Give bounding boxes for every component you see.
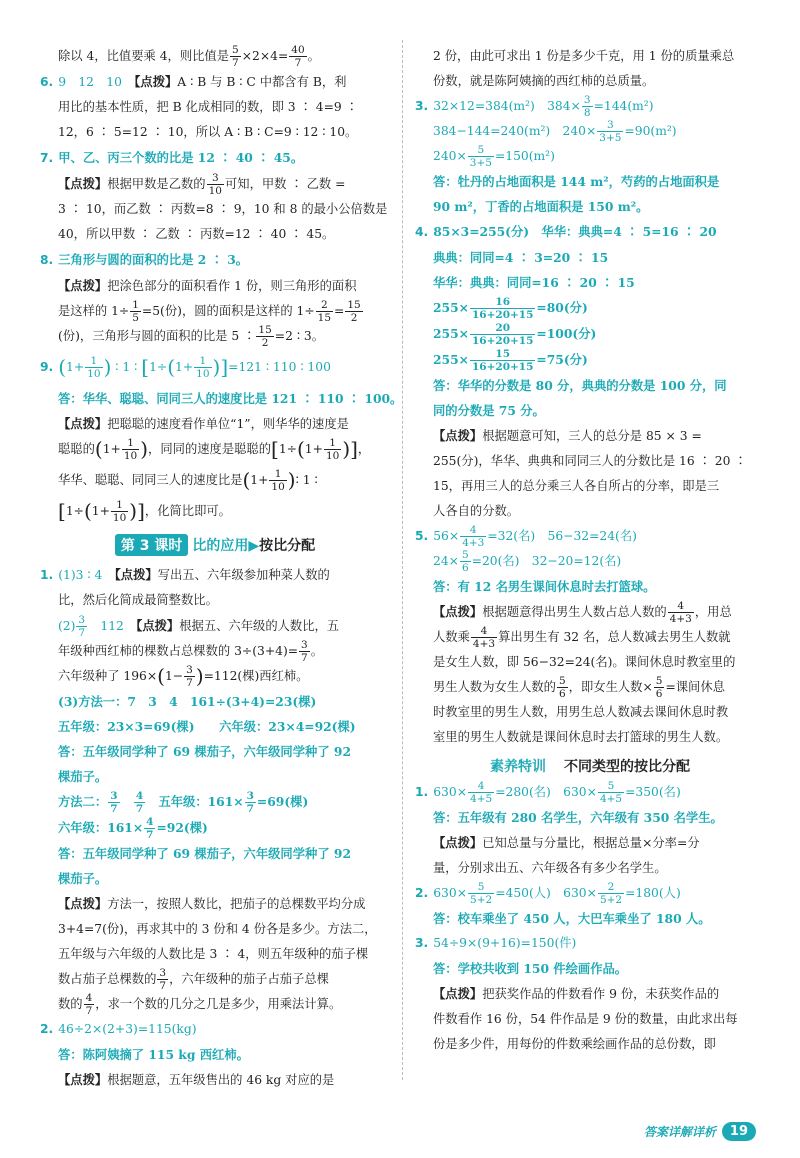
page-number: 19 [722, 1122, 756, 1141]
text-line: 华华、聪聪、同同三人的速度比是(1+ $\frac{1}{10}$ )∶ 1 ∶ [58, 468, 318, 493]
text-line: 同的分数是 75 分。 [433, 403, 545, 418]
text-line: 用比的基本性质，把 B 化成相同的数，即 3 ∶ 4=9 ∶ [58, 100, 358, 114]
text-line: 【点拨】根据题意可知，三人的总分是 85 × 3 = [433, 428, 702, 443]
text-line: 答：华华、聪聪、同同三人的速度比是 121 ∶ 110 ∶ 100。 [58, 391, 403, 406]
text-line: [1÷(1+ $\frac{1}{10}$ )]，化简比即可。 [58, 499, 231, 524]
text-line: 【点拨】把获奖作品的件数看作 9 份，未获奖作品的 [433, 986, 720, 1001]
text-line: 答：五年级有 280 名学生，六年级有 350 名学生。 [433, 810, 723, 825]
text-line: 男生人数为女生人数的 $\frac{5}{6}$ ，即女生人数× $\frac{5}{6}$ =课间休息 [433, 675, 725, 700]
section-heading-2: 素养特训 不同类型的按比分配 [490, 759, 690, 775]
text-line: 【点拨】根据甲数是乙数的 $\frac{3}{10}$ 可知，甲数 ∶ 乙数 = [58, 172, 346, 197]
text-line: (3)方法一：7 3 4 161÷(3+4)=23(棵) [58, 694, 317, 709]
text-line: 年级种西红柿的棵数占总棵数的 3÷(3+4)= $\frac{3}{7}$ 。 [58, 639, 324, 664]
text-line: 答：华华的分数是 80 分，典典的分数是 100 分，同 [433, 378, 727, 393]
text-line: 【点拨】方法一，按照人数比，把茄子的总棵数平均分成 [58, 896, 366, 911]
page-footer [644, 1122, 756, 1141]
text-line: 【点拨】把涂色部分的面积看作 1 份，则三角形的面积 [58, 278, 357, 293]
text-line: 数占茄子总棵数的 $\frac{3}{7}$ ，六年级种的茄子占茄子总棵 [58, 967, 329, 992]
text-line: 24× $\frac{5}{6}$ =20(名) 32−20=12(名) [433, 549, 622, 574]
section-heading: 第 3 课时 比的应用▶按比分配 [40, 534, 390, 556]
text-line: 【点拨】根据题意得出男生人数占总人数的 $\frac{4}{4+3}$ ，用总 [433, 600, 732, 625]
text-line: 数的 $\frac{4}{7}$ ，求一个数的几分之几是多少，用乘法计算。 [58, 992, 342, 1017]
text-line: 255× $\frac{16}{16+20+15}$ =80(分) [433, 296, 588, 321]
answer-t2: 2. 630× $\frac{5}{5+2}$ =450(人) 630× $\frac{2}{5+2}$ =180(人) [415, 881, 681, 906]
footer-brand: 答案详解详析 [643, 1125, 716, 1139]
text-line: 3 ∶ 10，而乙数 ∶ 丙数=8 ∶ 9，10 和 8 的最小公倍数是 [58, 202, 388, 216]
text-line: (2) $\frac{3}{7}$ 112 【点拨】根据五、六年级的人数比，五 [58, 614, 340, 639]
text-line: 典典：同同=4 ∶ 3=20 ∶ 15 [433, 250, 609, 265]
text-line: 255(分)，华华、典典和同同三人的分数比是 16 ∶ 20 ∶ [433, 454, 747, 468]
answer-8: 8. 三角形与圆的面积的比是 2 ∶ 3。 [40, 252, 249, 267]
text-line: 255× $\frac{20}{16+20+15}$ =100(分) [433, 322, 597, 347]
text-line: 室里的男生人数就是课间休息时去打篮球的男生人数。 [433, 730, 729, 744]
text-line: 份数，就是陈阿姨摘的西红柿的总质量。 [433, 74, 655, 88]
text-line: 人各自的分数。 [433, 504, 520, 518]
text-line: 3+4=7(份)，再求其中的 3 份和 4 份各是多少。方法二， [58, 922, 377, 936]
text-line: 棵茄子。 [58, 871, 108, 886]
answer-5: 5. 56× $\frac{4}{4+3}$ =32(名) 56−32=24(名) [415, 524, 637, 549]
text-line: 答：陈阿姨摘了 115 kg 西红柿。 [58, 1047, 249, 1062]
text-line: 12，6 ∶ 5=12 ∶ 10，所以 A ∶ B ∶ C=9 ∶ 12 ∶ 10。 [58, 125, 358, 139]
text-line: 华华：典典：同同=16 ∶ 20 ∶ 15 [433, 275, 635, 290]
text-line: 255× $\frac{15}{16+20+15}$ =75(分) [433, 348, 588, 373]
lesson-badge: 第 3 课时 [115, 534, 189, 556]
text-line: 量，分别求出五、六年级各有多少名学生。 [433, 861, 667, 875]
text-line: 【点拨】根据题意，五年级售出的 46 kg 对应的是 [58, 1072, 335, 1087]
left-column [40, 44, 403, 1093]
column-divider [402, 40, 403, 1080]
text-line: 【点拨】把聪聪的速度看作单位“1”，则华华的速度是 [58, 416, 349, 431]
text-line: 六年级种了 196×(1− $\frac{3}{7}$ )=112(棵)西红柿。 [58, 664, 309, 689]
text-line: 答：校车乘坐了 450 人，大巴车乘坐了 180 人。 [433, 911, 711, 926]
text-line: 答：五年级同学种了 69 棵茄子，六年级同学种了 92 [58, 744, 352, 759]
text-line: 五年级：23×3=69(棵) 六年级：23×4=92(棵) [58, 719, 356, 734]
answer-7: 7. 甲、乙、丙三个数的比是 12 ∶ 40 ∶ 45。 [40, 150, 304, 165]
text-line: 40，所以甲数 ∶ 乙数 ∶ 丙数=12 ∶ 40 ∶ 45。 [58, 227, 335, 241]
answer-4: 4. 85×3=255(分) 华华：典典=4 ∶ 5=16 ∶ 20 [415, 224, 717, 239]
text-line: (份)，三角形与圆的面积的比是 5 ∶ $\frac{15}{2}$ =2 ∶ 3。 [58, 324, 325, 349]
arrow-icon: ▶ [248, 538, 260, 554]
text-line: 人数乘 $\frac{4}{4+3}$ 算出男生有 32 名，总人数减去男生人数就 [433, 625, 731, 650]
text-line: 【点拨】已知总量与分量比，根据总量×分率=分 [433, 835, 700, 850]
text-line: 聪聪的(1+ $\frac{1}{10}$ )，同同的速度是聪聪的[1÷(1+ $\frac{1}{10}$ )]， [58, 437, 371, 462]
answer-t3: 3. 54÷9×(9+16)=150(件) [415, 936, 577, 950]
text-line: 份是多少件，用每份的件数乘绘画作品的总份数，即 [433, 1037, 716, 1051]
answer-t1: 1. 630× $\frac{4}{4+5}$ =280(名) 630× $\frac{5}{4+5}$ =350(名) [415, 780, 681, 805]
text-line: 是女生人数，即 56−32=24(名)。课间休息时教室里的 [433, 655, 736, 669]
text-line: 答：牡丹的占地面积是 144 m²，芍药的占地面积是 [433, 174, 720, 189]
text-line: 方法二： $\frac{3}{7}$ $\frac{4}{7}$ 五年级：161× $\frac{3}{7}$ =69(棵) [58, 790, 309, 815]
text-line: 时教室里的男生人数，用男生总人数减去课间休息时教 [433, 705, 729, 719]
text-line: 五年级与六年级的人数比是 3 ∶ 4，则五年级种的茄子棵 [58, 947, 369, 961]
text-line: 答：有 12 名男生课间休息时去打篮球。 [433, 579, 656, 594]
text-line: 240× $\frac{5}{3+5}$ =150(m²) [433, 144, 555, 169]
answer-2: 2. 46÷2×(2+3)=115(kg) [40, 1022, 197, 1036]
text-line: 384−144=240(m²) 240× $\frac{3}{3+5}$ =90(m²) [433, 119, 677, 144]
text-line: 比，然后化简成最简整数比。 [58, 593, 218, 607]
text-line: 除以 4，比值要乘 4，则比值是 $\frac{5}{7}$ ×2×4= $\frac{40}{7}$ 。 [58, 44, 320, 69]
text-line: 件数看作 16 份，54 件作品是 9 份的数量，由此求出每 [433, 1012, 738, 1026]
text-line: 答：学校共收到 150 件绘画作品。 [433, 961, 628, 976]
text-line: 答：五年级同学种了 69 棵茄子，六年级同学种了 92 [58, 846, 352, 861]
text-line: 是这样的 1÷ $\frac{1}{5}$ =5(份)，圆的面积是这样的 1÷ $\frac{2}{15}$ = $\frac{15}{2}$ [58, 299, 361, 324]
answer-6: 6. 9 12 10 【点拨】A ∶ B 与 B ∶ C 中都含有 B，利 [40, 74, 347, 89]
text-line: 棵茄子。 [58, 769, 108, 784]
text-line: 2 份，由此可求出 1 份是多少千克，用 1 份的质量乘总 [433, 49, 735, 63]
text-line: 90 m²，丁香的占地面积是 150 m²。 [433, 199, 649, 214]
answer-1: 1. (1)3 ∶ 4 【点拨】写出五、六年级参加种菜人数的 [40, 567, 330, 582]
answer-9: 9. (1+ $\frac{1}{10}$ ) ∶ 1 ∶ [1÷(1+ $\frac{1}{10}$ )]=121 ∶ 110 ∶ 100 [40, 355, 331, 380]
text-line: 六年级：161× $\frac{4}{7}$ =92(棵) [58, 816, 208, 841]
text-line: 15，再用三人的总分乘三人各自所占的分率，即是三 [433, 479, 720, 493]
right-column [415, 44, 765, 1057]
answer-3: 3. 32×12=384(m²) 384× $\frac{3}{8}$ =144(m²) [415, 94, 654, 119]
